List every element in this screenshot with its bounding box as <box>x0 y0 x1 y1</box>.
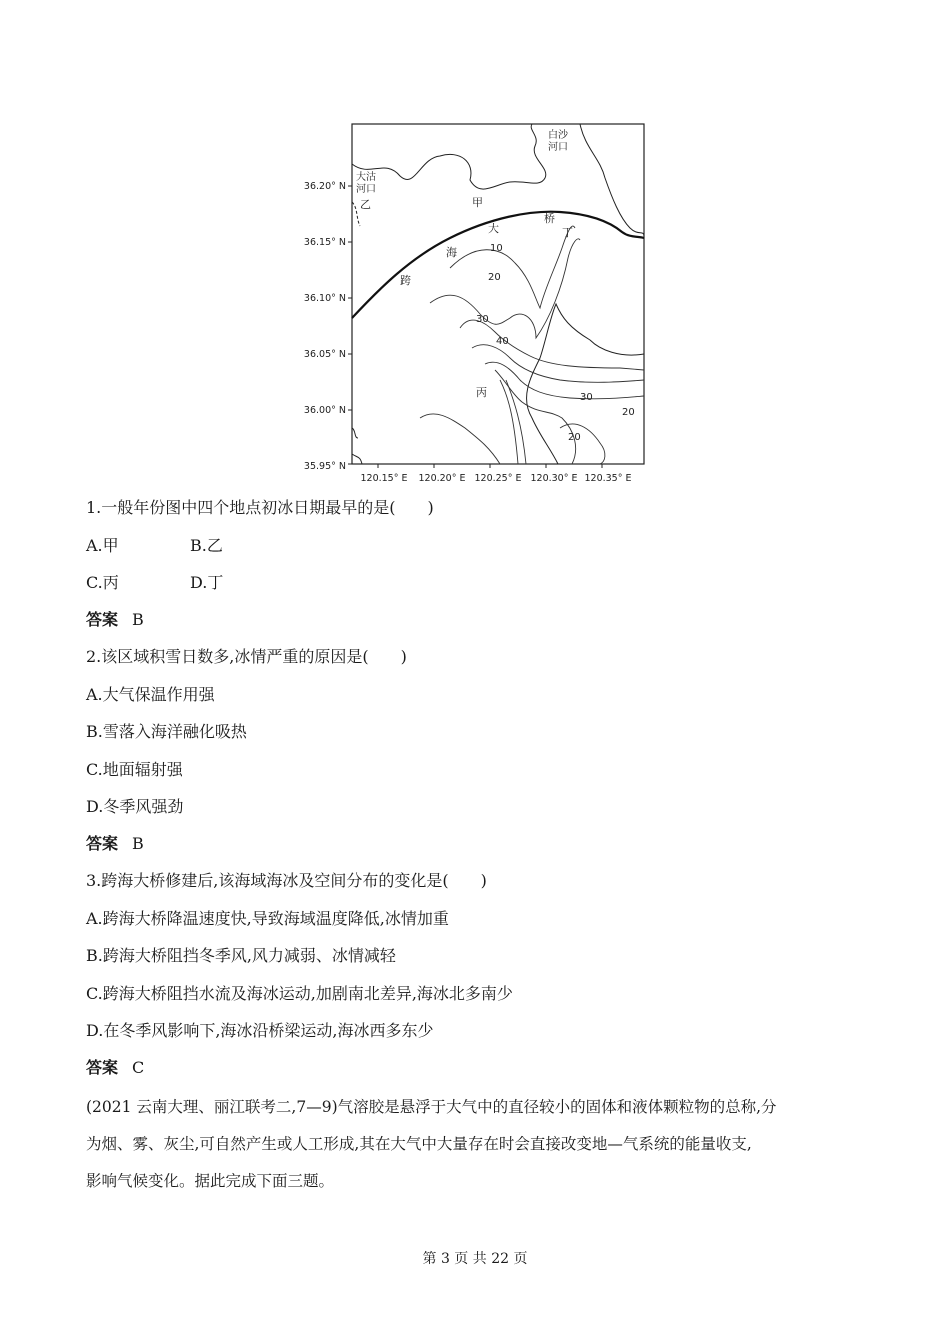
map-frame <box>352 124 644 464</box>
place-baisha-2: 河口 <box>548 142 568 153</box>
lat-label: 36.05° N <box>303 349 346 360</box>
south-coastline-east <box>527 304 644 464</box>
contour-value: 20 <box>622 407 635 418</box>
q2-option-a: A.大气保温作用强 <box>86 685 215 704</box>
contour-value: 20 <box>568 432 581 443</box>
lat-label: 35.95° N <box>303 461 346 472</box>
q2-option-c: C.地面辐射强 <box>86 760 183 779</box>
answer-label: 答案 <box>86 610 119 629</box>
q1-option-d: D.丁 <box>190 573 224 592</box>
q3-option-c: C.跨海大桥阻挡水流及海冰运动,加剧南北差异,海冰北多南少 <box>86 984 513 1003</box>
intro-line: (2021 云南大理、丽江联考二,7—9)气溶胶是悬浮于大气中的直径较小的固体和液体颗粒物的总称,分 <box>86 1098 777 1116</box>
place-baisha: 白沙 <box>548 130 568 141</box>
contour-value: 20 <box>488 272 501 283</box>
q2-answer <box>86 834 144 854</box>
contour-value: 30 <box>580 392 593 403</box>
bridge-char: 跨 <box>400 274 411 287</box>
place-dagu-2: 河口 <box>356 184 376 195</box>
q3-answer <box>86 1058 144 1078</box>
place-bing: 丙 <box>476 386 487 399</box>
answer-label: 答案 <box>86 834 119 853</box>
place-ding: 丁 <box>562 226 573 239</box>
contour-value: 30 <box>476 314 489 325</box>
q1-answer <box>86 610 144 630</box>
q3-option-b: B.跨海大桥阻挡冬季风,风力减弱、冰情减轻 <box>86 946 396 965</box>
q2-stem: 2.该区域积雪日数多,冰情严重的原因是( ) <box>86 647 407 666</box>
lat-label: 36.15° N <box>303 237 346 248</box>
contour-lines <box>420 226 644 464</box>
bridge-char: 桥 <box>544 212 555 225</box>
lon-label: 120.15° E <box>360 473 408 484</box>
lon-label: 120.30° E <box>530 473 578 484</box>
west-coastline <box>352 202 360 226</box>
lat-label: 36.10° N <box>303 293 346 304</box>
place-jia: 甲 <box>472 196 483 209</box>
lat-label: 36.00° N <box>303 405 346 416</box>
q3-option-a: A.跨海大桥降温速度快,导致海域温度降低,冰情加重 <box>86 909 449 928</box>
contour-value: 10 <box>490 243 503 254</box>
bridge-char: 海 <box>446 246 457 259</box>
intro-line: 为烟、雾、灰尘,可自然产生或人工形成,其在大气中大量存在时会直接改变地—气系统的能量收支, <box>86 1135 752 1153</box>
place-dagu: 大沽 <box>356 172 376 183</box>
south-coastline-west <box>352 428 362 464</box>
page-footer: 第 3 页 共 22 页 <box>422 1251 528 1267</box>
map-drawing <box>300 118 660 486</box>
intro-line: 影响气候变化。据此完成下面三题。 <box>86 1172 335 1190</box>
place-yi: 乙 <box>360 198 371 211</box>
q1-stem: 1.一般年份图中四个地点初冰日期最早的是( ) <box>86 498 434 517</box>
answer-value: B <box>132 834 144 853</box>
north-coastline <box>352 124 546 189</box>
east-coastline <box>580 124 644 236</box>
contour-value: 40 <box>496 336 509 347</box>
q2-option-b: B.雪落入海洋融化吸热 <box>86 722 247 741</box>
q3-option-d: D.在冬季风影响下,海冰沿桥梁运动,海冰西多东少 <box>86 1021 434 1040</box>
lon-label: 120.20° E <box>418 473 466 484</box>
q2-option-d: D.冬季风强劲 <box>86 797 184 816</box>
lon-label: 120.25° E <box>474 473 522 484</box>
lat-label: 36.20° N <box>303 181 346 192</box>
q1-option-c: C.丙 <box>86 573 119 592</box>
answer-value: C <box>132 1058 145 1077</box>
answer-label: 答案 <box>86 1058 119 1077</box>
bridge-char: 大 <box>488 222 499 235</box>
answer-value: B <box>132 610 144 629</box>
q1-option-b: B.乙 <box>190 536 223 555</box>
q1-option-a: A.甲 <box>86 536 119 555</box>
lon-label: 120.35° E <box>584 473 632 484</box>
q3-stem: 3.跨海大桥修建后,该海域海冰及空间分布的变化是( ) <box>86 871 487 890</box>
sea-ice-map <box>300 118 660 486</box>
